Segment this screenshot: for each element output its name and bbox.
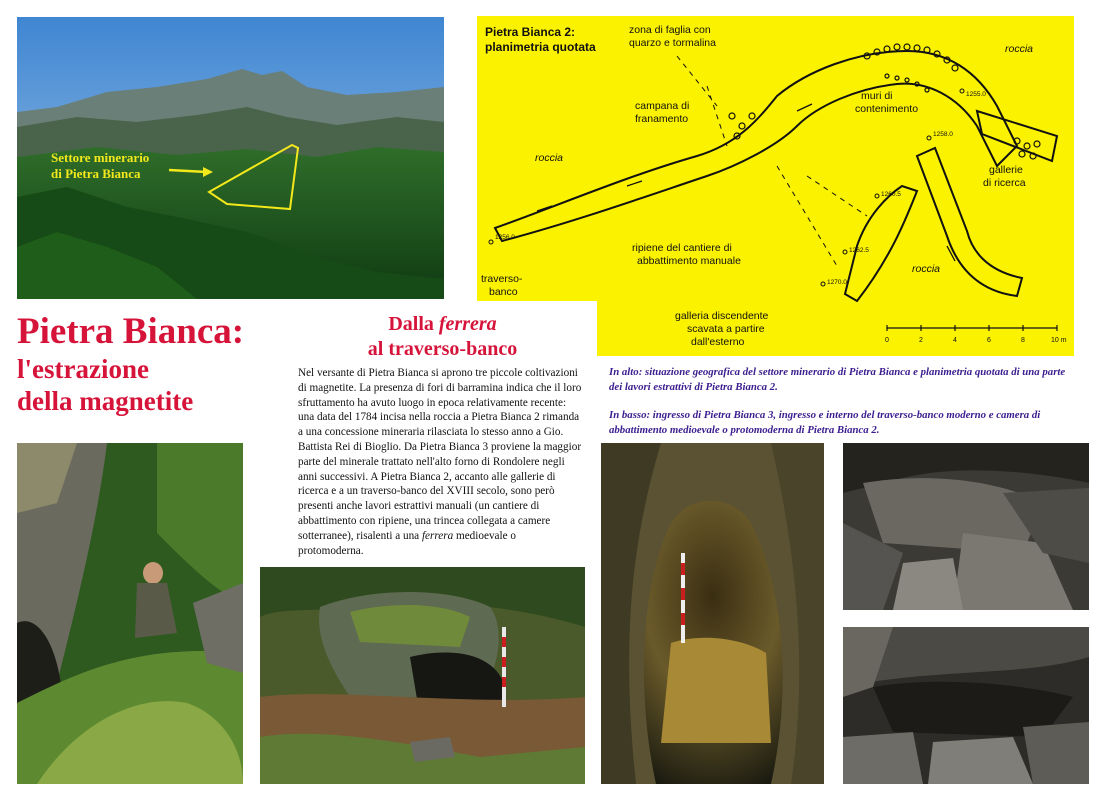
body-paragraph	[298, 366, 584, 558]
map-label-muri-1: muri di	[861, 90, 893, 102]
map-label-campana-1: campana di	[635, 100, 690, 112]
elevation-1258: 1258.0	[933, 131, 953, 138]
caption-top: In alto: situazione geografica del settore minerario di Pietra Bianca e planimetria quotata di una parte dei lavori estrattivi di Pietra Bianca 2.	[609, 366, 1066, 393]
elevation-1256: 1256.0	[495, 234, 515, 241]
map-label-roccia-top: roccia	[1005, 43, 1034, 55]
subtitle-pre: Dalla	[388, 313, 439, 335]
photo-captions	[609, 365, 1079, 451]
map-label-ripiene-1: ripiene del cantiere di	[632, 242, 732, 254]
mining-sector-label	[51, 150, 149, 182]
map-label-discendente-2: scavata a partire	[687, 323, 765, 335]
cave-chamber-photo-2	[843, 627, 1089, 784]
map-label-roccia-bottom: roccia	[912, 263, 941, 275]
landscape-photo	[17, 17, 444, 299]
subtitle-italic: ferrera	[438, 313, 497, 335]
map-label-discendente-3: dall'esterno	[691, 336, 745, 348]
map-label-muri-2: contenimento	[855, 103, 919, 115]
map-title-line1: Pietra Bianca 2:	[485, 25, 576, 39]
map-label-faglia-2: quarzo e tormalina	[629, 37, 716, 49]
title-line2: l'estrazione	[17, 354, 149, 384]
scale-tick-8: 8	[1021, 337, 1025, 344]
explorer-photo	[17, 443, 243, 784]
title-line1: Pietra Bianca:	[17, 311, 245, 352]
map-label-gallerie-1: gallerie	[989, 164, 1023, 176]
subtitle-line2: al traverso-banco	[367, 338, 518, 360]
page-title	[17, 312, 297, 416]
scale-tick-0: 0	[885, 337, 889, 344]
mining-sector-label-line1: Settore minerario	[51, 150, 150, 165]
elevation-1262-5: 1262.5	[849, 247, 869, 254]
map-label-campana-2: franamento	[635, 113, 689, 125]
map-label-roccia-left: roccia	[535, 152, 564, 164]
scale-tick-2: 2	[919, 337, 923, 344]
body-text-after: medioevale o protomoderna.	[298, 529, 516, 557]
elevation-1260-5: 1260.5	[881, 191, 901, 198]
scale-tick-4: 4	[953, 337, 957, 344]
tunnel-photo	[601, 443, 824, 784]
elevation-1270: 1270.0	[827, 279, 847, 286]
section-subtitle	[300, 312, 585, 362]
body-text-before: Nel versante di Pietra Bianca si aprono tre piccole coltivazioni di magnetite. La presenza di fori di barramina indica che il loro sfruttamento ha avuto luogo in epoca relativamente recente: una data del 1784 incisa nella roccia a Pietra Bianca 2 rimanda a una concessione mineraria rilasciata lo stesso anno a Gio. Battista Rei di Bioglio. Da Pietra Bianca 3 proviene la maggior parte del minerale trattato nell'alto forno di Rondolere negli anni successivi. A Pietra Bianca 2, accanto alle gallerie di ricerca e a un traverso-banco del XVIII secolo, sono però presenti anche lavori estrattivi manuali (un cantiere di abbattimento con ripiene, una trincea collegata a camere sotterranee), risalenti a una	[298, 367, 582, 542]
map-title-line2: planimetria quotata	[485, 40, 596, 54]
map-label-discendente-1: galleria discendente	[675, 310, 769, 322]
scale-tick-10: 10 m	[1051, 337, 1067, 344]
mine-plan-map	[477, 16, 1074, 356]
mining-sector-label-line2: di Pietra Bianca	[51, 166, 141, 181]
map-label-gallerie-2: di ricerca	[983, 177, 1026, 189]
caption-bottom: In basso: ingresso di Pietra Bianca 3, ingresso e interno del traverso-banco moderno e camera di abbattimento medioevale o protomoderna di Pietra Bianca 2.	[609, 409, 1041, 436]
map-label-traverso-2: banco	[489, 286, 518, 298]
body-text-italic: ferrera	[421, 529, 454, 542]
map-label-traverso-1: traverso-	[481, 273, 523, 285]
title-line3: della magnetite	[17, 386, 194, 416]
elevation-1255: 1255.0	[966, 91, 986, 98]
cave-chamber-photo-1	[843, 443, 1089, 610]
entrance-photo	[260, 567, 585, 784]
scale-tick-6: 6	[987, 337, 991, 344]
map-label-ripiene-2: abbattimento manuale	[637, 255, 741, 267]
map-label-faglia-1: zona di faglia con	[629, 24, 711, 36]
